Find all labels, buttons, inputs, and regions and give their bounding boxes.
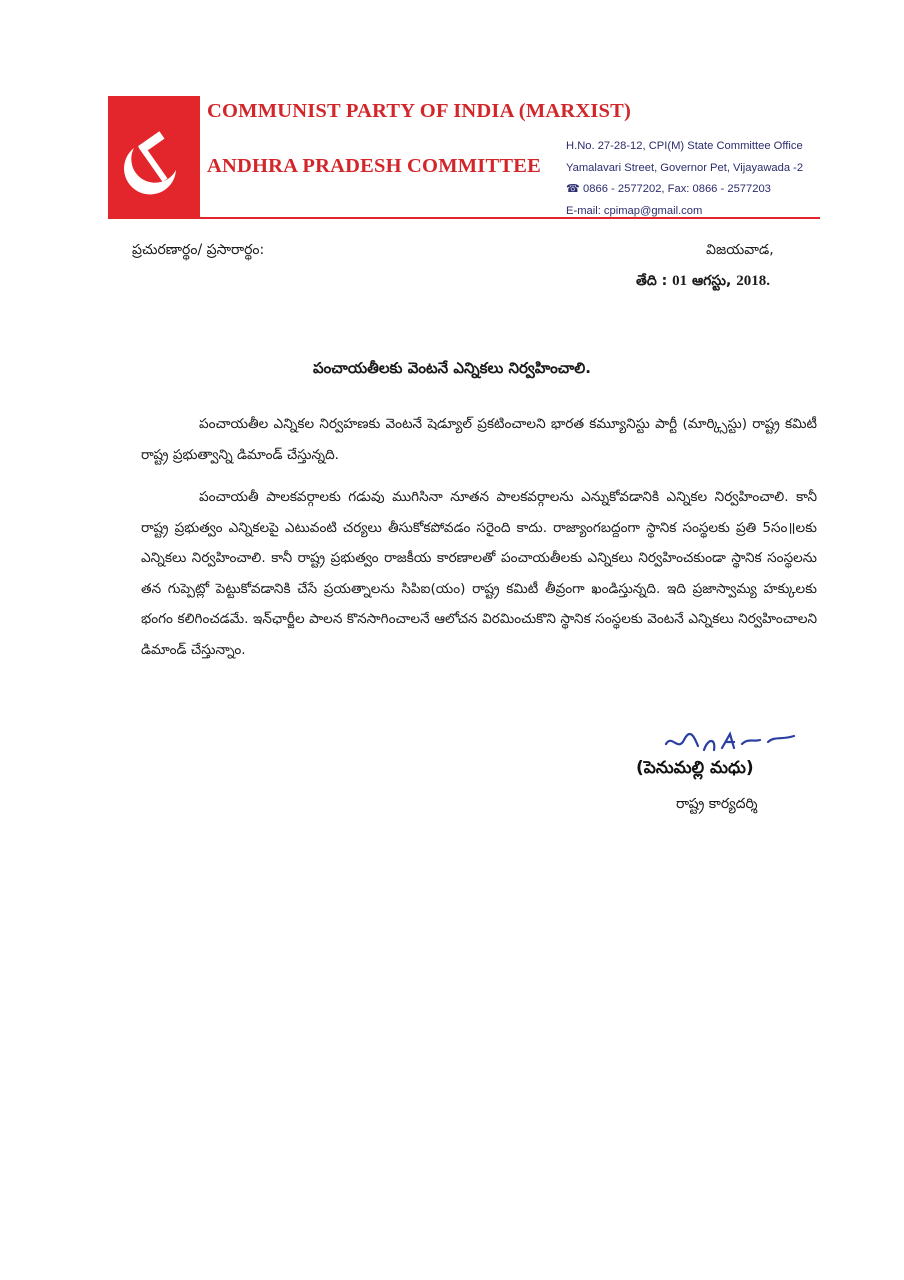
address-line-2: Yamalavari Street, Governor Pet, Vijayawada -2 — [566, 161, 804, 174]
phone-line — [566, 179, 803, 201]
headline: పంచాయతీలకు వెంటనే ఎన్నికలు నిర్వహించాలి. — [313, 359, 591, 377]
phone-text: 0866 - 2577202, Fax: 0866 - 2577203 — [583, 183, 771, 195]
paragraph-1-text: పంచాయతీల ఎన్నికల నిర్వహణకు వెంటనే షెడ్యూల్‌ ప్రకటించాలని భారత కమ్యూనిస్టు పార్టీ (మార్క్సిస్టు) రాష్ట్ర కమిటీ రాష్ట్ర ప్రభుత్వాన్ని డిమాండ్‌ చేస్తున్నది. — [141, 416, 817, 463]
signatory-title: రాష్ట్ర కార్యదర్శి — [676, 796, 758, 812]
party-name: COMMUNIST PARTY OF INDIA (MARXIST) — [207, 100, 632, 122]
date-day: 01 — [672, 273, 688, 289]
date-month: ఆగస్టు, — [692, 273, 732, 289]
publication-label: ప్రచురణార్థం/ ప్రసారార్థం: — [132, 242, 265, 258]
date-label: తేది : — [636, 273, 668, 289]
telephone-icon: ☎ — [566, 183, 580, 195]
date-year: 2018. — [736, 273, 770, 289]
paragraph-2-text: పంచాయతీ పాలకవర్గాలకు గడువు ముగిసినా నూతన పాలకవర్గాలను ఎన్నుకోవడానికి ఎన్నికల నిర్వహించాలి. కానీ రాష్ట్ర ప్రభుత్వం ఎన్నికలపై ఎటువంటి చర్యలు తీసుకోకపోవడం సరైంది కాదు. రాజ్యాంగబద్దంగా స్థానిక సంస్థలకు ప్రతి 5సం॥లకు ఎన్నికలు నిర్వహించాలి. కానీ రాష్ట్ర ప్రభుత్వం రాజకీయ కారణాలతో పంచాయతీలకు ఎన్నికలు నిర్వహించకుండా స్థానిక సంస్థలను తన గుప్పెట్లో పెట్టుకోవడానికి చేసే ప్రయత్నాలను సిపిఐ(యం) రాష్ట్ర కమిటీ తీవ్రంగా ఖండిస్తున్నది. ఇది ప్రజాస్వామ్య హక్కులకు భంగం కలిగించడమే. ఇన్‌ఛార్జీల పాలన కొనసాగించాలనే ఆలోచన విరమించుకొని స్థానిక సంస్థలకు వెంటనే ఎన్నికలు నిర్వహించాలని డిమాండ్‌ చేస్తున్నాం. — [141, 489, 817, 658]
header-divider — [108, 217, 820, 219]
committee-name: ANDHRA PRADESH COMMITTEE — [207, 155, 541, 177]
city-name: విజయవాడ, — [706, 242, 774, 258]
date-line — [636, 273, 770, 292]
address-line-1: H.No. 27-28-12, CPI(M) State Committee Office — [566, 140, 803, 152]
body-paragraph-1 — [141, 409, 817, 470]
body-paragraph-2 — [141, 482, 817, 665]
email-line: E-mail: cpimap@gmail.com — [566, 204, 703, 217]
hammer-sickle-icon — [114, 124, 194, 204]
signatory-name: (పెనుమల్లి మధు) — [636, 758, 754, 778]
party-logo — [108, 96, 200, 218]
address-block — [566, 136, 803, 222]
